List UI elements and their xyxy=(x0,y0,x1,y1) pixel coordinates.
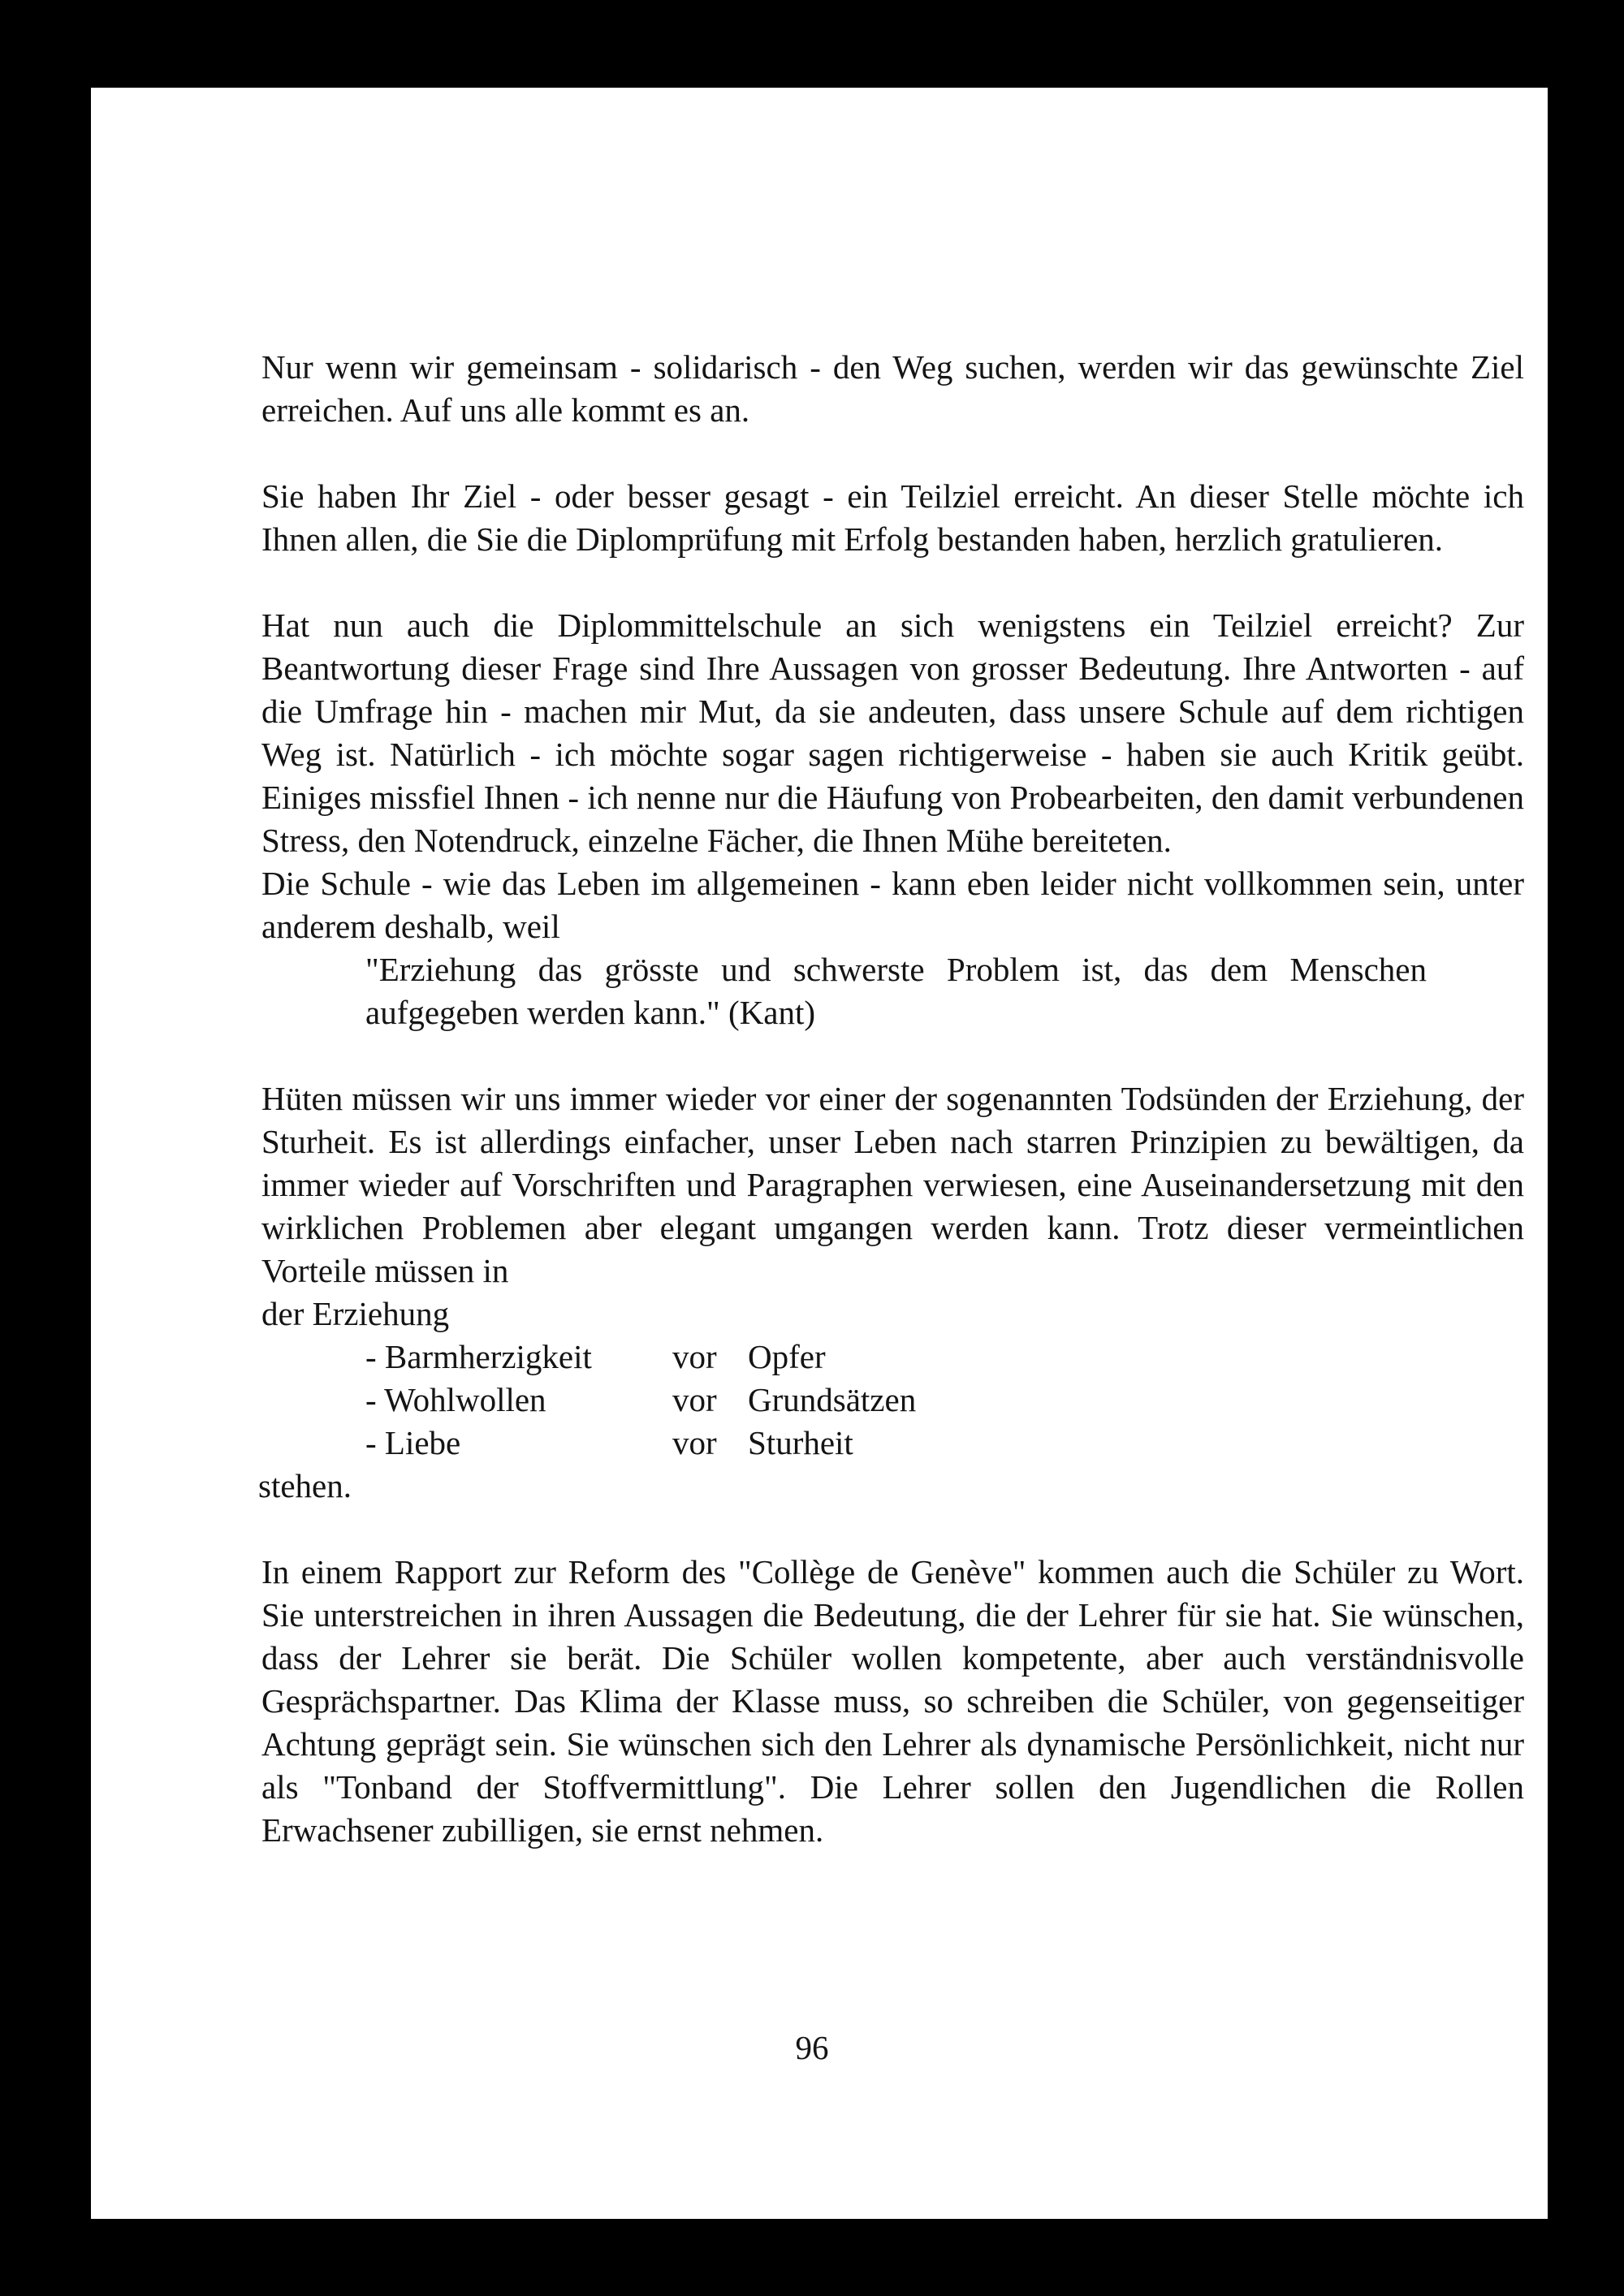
list-preposition: vor xyxy=(672,1424,717,1461)
list-term: - Wohlwollen xyxy=(365,1381,546,1418)
list-preposition: vor xyxy=(672,1381,717,1418)
document-page xyxy=(91,88,1548,2219)
list-object: Grundsätzen xyxy=(748,1381,917,1418)
list-intro: der Erziehung xyxy=(261,1295,450,1332)
paragraph-5: Hüten müssen wir uns immer wieder vor einer der sogenannten Todsünden der Erziehung, der Sturheit. Es ist allerdings einfacher, unser Leben nach starren Prinzipien zu bewältigen, da immer wieder auf Vorschriften und Paragraphen verwiesen, eine Auseinandersetzung mit den wirklichen Problemen aber elegant umgangen werden kann. Trotz dieser vermeintlichen Vorteile müssen in xyxy=(261,1080,1524,1289)
paragraph-3: Hat nun auch die Diplommittelschule an sich wenigstens ein Teilziel erreicht? Zur Beantwortung dieser Frage sind Ihre Aussagen von grosser Bedeutung. Ihre Antworten - auf die Umfrage hin - machen mir Mut, da sie andeuten, dass unsere Schule auf dem richtigen Weg ist. Natürlich - ich möchte sogar sagen richtigerweise - haben sie auch Kritik geübt. Einiges missfiel Ihnen - ich nenne nur die Häufung von Probearbeiten, den damit verbundenen Stress, den Notendruck, einzelne Fächer, die Ihnen Mühe bereiteten. xyxy=(261,606,1524,859)
list-term: - Liebe xyxy=(365,1424,461,1461)
list-object: Opfer xyxy=(748,1338,826,1375)
paragraph-1: Nur wenn wir gemeinsam - solidarisch - den Weg suchen, werden wir das gewünschte Ziel erreichen. Auf uns alle kommt es an. xyxy=(261,348,1524,429)
paragraph-4: Die Schule - wie das Leben im allgemeinen - kann eben leider nicht vollkommen sein, unter anderem deshalb, weil xyxy=(261,865,1524,945)
kant-quote: "Erziehung das grösste und schwerste Problem ist, das dem Menschen aufgegeben werden kann." (Kant) xyxy=(365,951,1427,1031)
page-number: 96 xyxy=(795,2029,829,2066)
list-closing: stehen. xyxy=(258,1467,352,1504)
paragraph-2: Sie haben Ihr Ziel - oder besser gesagt - ein Teilziel erreicht. An dieser Stelle möchte ich Ihnen allen, die Sie die Diplomprüfung mit Erfolg bestanden haben, herzlich gratulieren. xyxy=(261,477,1524,558)
document-body xyxy=(258,346,1524,1895)
list-preposition: vor xyxy=(672,1338,717,1375)
list-item xyxy=(365,1422,1524,1465)
list-item xyxy=(365,1336,1524,1379)
list-item xyxy=(365,1379,1524,1422)
paragraph-6: In einem Rapport zur Reform des "Collège de Genève" kommen auch die Schüler zu Wort. Sie unterstreichen in ihren Aussagen die Bedeutung, die der Lehrer für sie hat. Sie wünschen, dass der Lehrer sie berät. Die Schüler wollen kompetente, aber auch verständnisvolle Gesprächspartner. Das Klima der Klasse muss, so schreiben die Schüler, von gegenseitiger Achtung geprägt sein. Sie wünschen sich den Lehrer als dynamische Persönlichkeit, nicht nur als "Tonband der Stoffvermittlung". Die Lehrer sollen den Jugendlichen die Rollen Erwachsener zubilligen, sie ernst nehmen. xyxy=(261,1553,1524,1849)
virtue-list xyxy=(261,1336,1524,1465)
list-term: - Barmherzigkeit xyxy=(365,1338,592,1375)
list-object: Sturheit xyxy=(748,1424,853,1461)
